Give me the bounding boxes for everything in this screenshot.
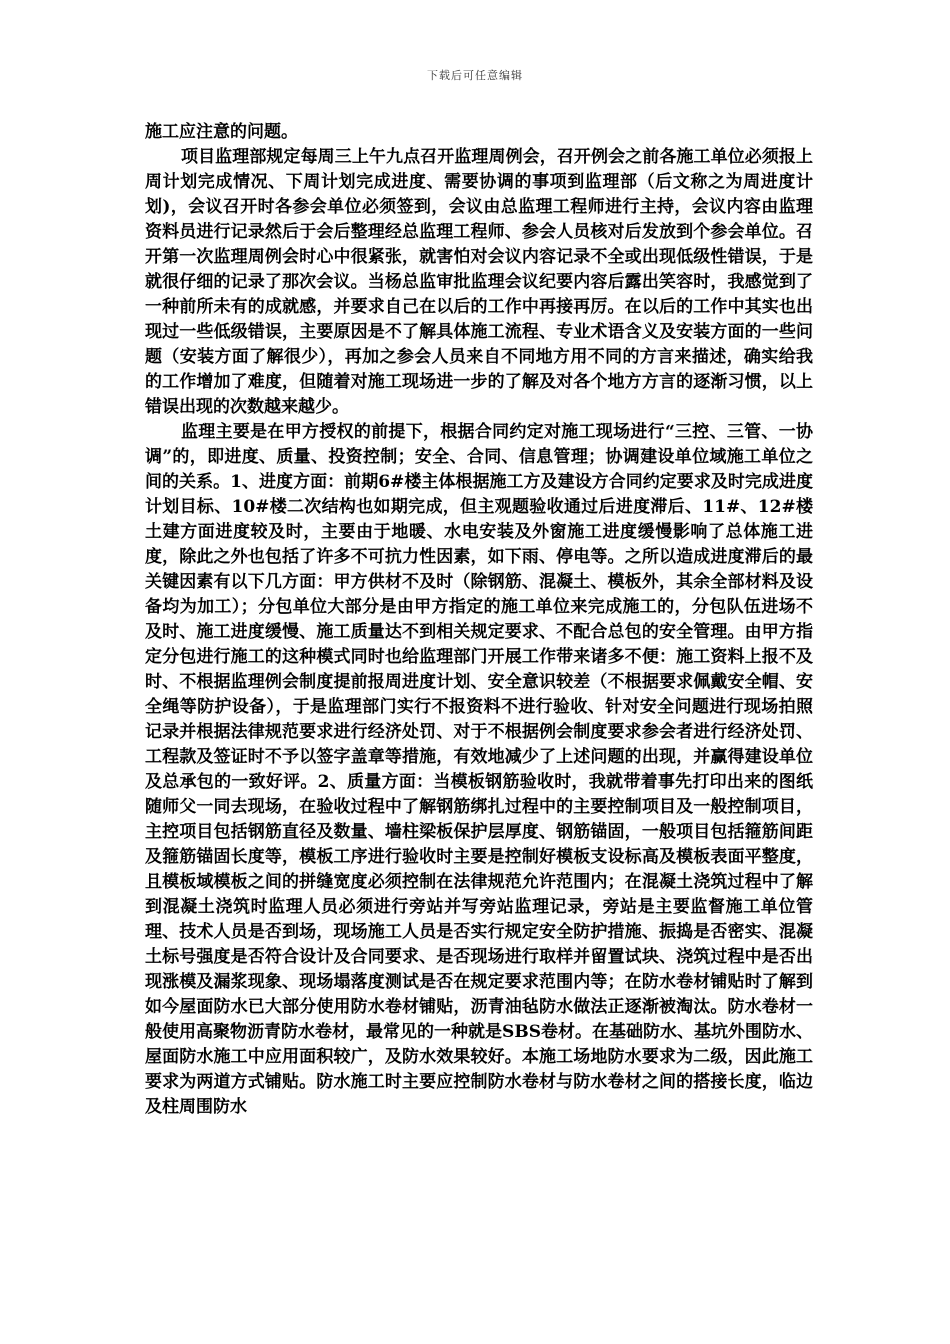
paragraph-weekly-meeting: 项目监理部规定每周三上午九点召开监理周例会，召开例会之前各施工单位必须报上周计划完成情况、下周计划完成进度、需要协调的事项到监理部（后文称之为周进度计划)，会议召开时各参会单位必须签到，会议由总监理工程师进行主持，会议内容由监理资料员进行记录然后于会后整理经总监理工程师、参会人员核对后发放到个参会单位。召开第一次监理周例会时心中很紧张，就害怕对会议内容记录不全或出现低级性错误，于是就很仔细的记录了那次会议。当杨总监审批监理会议纪要内容后露出笑容时，我感觉到了一种前所未有的成就感，并要求自己在以后的工作中再接再厉。在以后的工作中其实也出现过一些低级错误，主要原因是不了解具体施工流程、专业术语含义及安装方面的一些问题（安装方面了解很少），再加之参会人员来自不同地方用不同的方言来描述，确实给我的工作增加了难度，但随着对施工现场进一步的了解及对各个地方方言的逐渐习惯，以上错误出现的次数越来越少。 [145, 147, 813, 417]
document-body [145, 120, 813, 1120]
header-note: 下载后可任意编辑 [427, 69, 523, 82]
paragraph-supervision-scope: 监理主要是在甲方授权的前提下，根据合同约定对施工现场进行“三控、三管、一协调”的，即进度、质量、投资控制；安全、合同、信息管理；协调建设单位域施工单位之间的关系。1、进度方面：前期6#楼主体根据施工方及建设方合同约定要求及时完成进度计划目标、10#楼二次结构也如期完成，但主观题验收通过后进度滞后、11#、12#楼土建方面进度较及时，主要由于地暖、水电安装及外窗施工进度缓慢影响了总体施工进度，除此之外也包括了许多不可抗力性因素，如下雨、停电等。之所以造成进度滞后的最关键因素有以下几方面：甲方供材不及时（除钢筋、混凝土、模板外，其余全部材料及设备均为加工）；分包单位大部分是由甲方指定的施工单位来完成施工的，分包队伍进场不及时、施工进度缓慢、施工质量达不到相关规定要求、不配合总包的安全管理。由甲方指定分包进行施工的这种模式同时也给监理部门开展工作带来诸多不便：施工资料上报不及时、不根据监理例会制度提前报周进度计划、安全意识较差（不根据要求佩戴安全帽、安全绳等防护设备），于是监理部门实行不报资料不进行验收、针对安全问题进行现场拍照记录并根据法律规范要求进行经济处罚、对于不根据例会制度要求参会者进行经济处罚、工程款及签证时不予以签字盖章等措施，有效地减少了上述问题的出现，并赢得建设单位及总承包的一致好评。2、质量方面：当模板钢筋验收时，我就带着事先打印出来的图纸随师父一同去现场，在验收过程中了解钢筋绑扎过程中的主要控制项目及一般控制项目，主控项目包括钢筋直径及数量、墙柱梁板保护层厚度、钢筋锚固，一般项目包括箍筋间距及箍筋锚固长度等，模板工序进行验收时主要是控制好模板支设标高及模板表面平整度，且模板域模板之间的拼缝宽度必须控制在法律规范允许范围内；在混凝土浇筑过程中了解到混凝土浇筑时监理人员必须进行旁站并写旁站监理记录，旁站是主要监督施工单位管理、技术人员是否到场，现场施工人员是否实行规定安全防护措施、振捣是否密实、混凝土标号强度是否符合设计及合同要求、是否现场进行取样并留置试块、浇筑过程中是否出现涨模及漏浆现象、现场塌落度测试是否在规定要求范围内等；在防水卷材铺贴时了解到如今屋面防水已大部分使用防水卷材铺贴，沥青油毡防水做法正逐渐被淘汰。防水卷材一般使用高聚物沥青防水卷材，最常见的一种就是SBS卷材。在基础防水、基坑外围防水、屋面防水施工中应用面积较广，及防水效果较好。本施工场地防水要求为二级，因此施工要求为两道方式铺贴。防水施工时主要应控制防水卷材与防水卷材之间的搭接长度，临边及柱周围防水 [145, 422, 813, 1117]
paragraph-intro: 施工应注意的问题。 [145, 122, 298, 142]
